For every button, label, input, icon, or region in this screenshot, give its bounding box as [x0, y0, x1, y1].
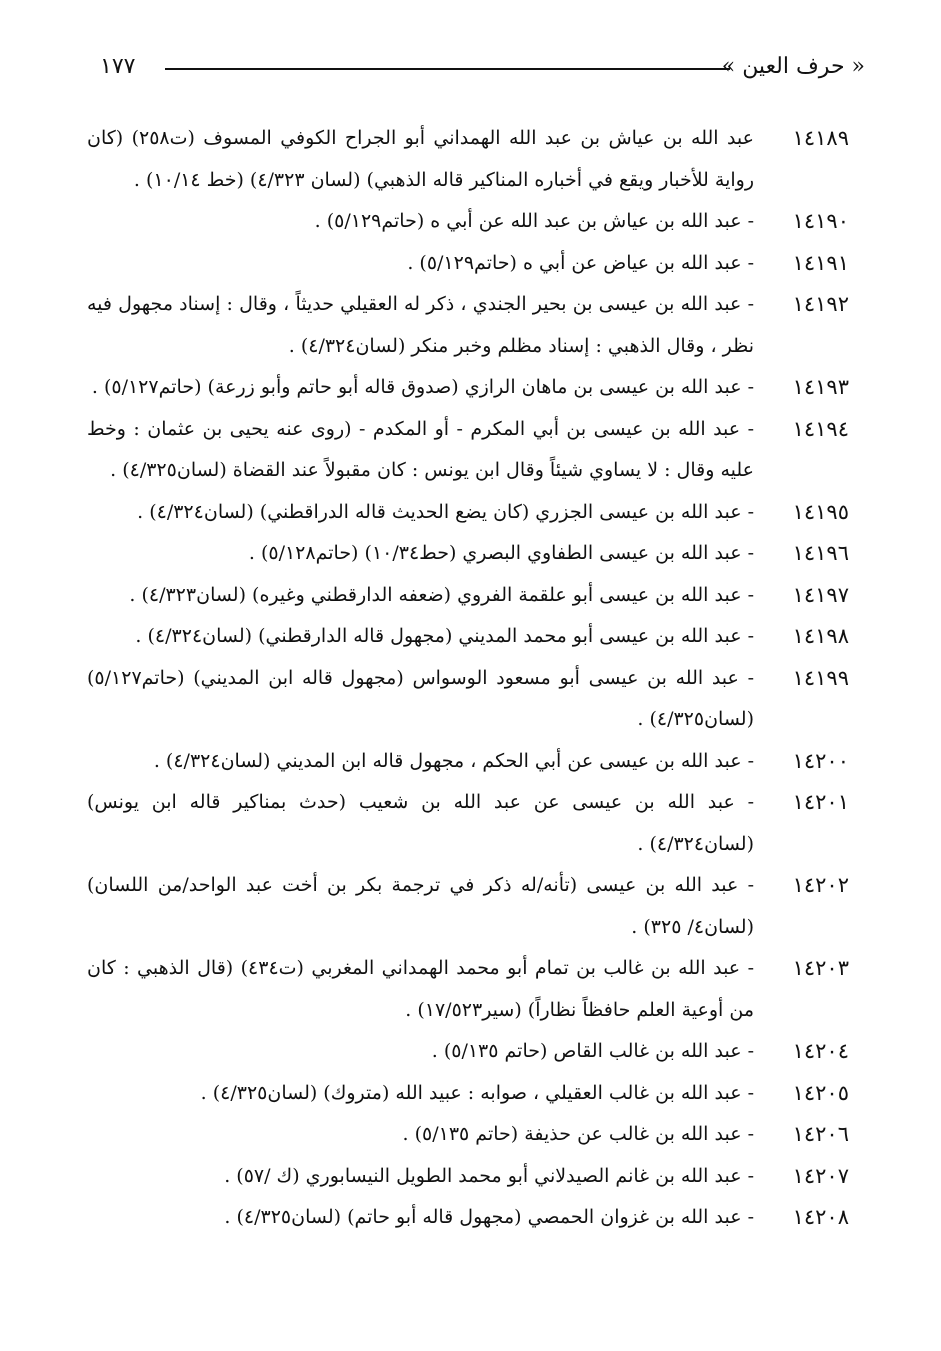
- entry: [87, 243, 849, 285]
- header-rule: [165, 68, 730, 70]
- entry-number: ١٤٢٠٠: [792, 748, 849, 773]
- entry: [87, 1197, 849, 1239]
- entry-text: - عبد الله بن عياش بن عبد الله عن أبي ه (حاتم٥/١٢٩) .: [314, 210, 754, 232]
- entry-number: ١٤١٨٩: [792, 126, 849, 150]
- entry-number: ١٤١٩٧: [792, 582, 849, 607]
- entry: [87, 1073, 849, 1115]
- entry: [87, 201, 849, 243]
- entry-text: - عبد الله بن عيسى بن ماهان الرازي (صدوق قاله أبو حاتم وأبو زرعة) (حاتم٥/١٢٧) .: [91, 376, 754, 398]
- entry-text: - عبد الله بن غزوان الحمصي (مجهول قاله أبو حاتم) (لسان٤/٣٢٥) .: [224, 1206, 754, 1228]
- entry-number: ١٤١٩٤: [792, 416, 849, 441]
- entry: [87, 948, 849, 1031]
- entry: [87, 782, 849, 865]
- entry-text: - عبد الله بن عيسى عن عبد الله بن شعيب (حدث بمناكير قاله ابن يونس) (لسان٤/٣٢٤) .: [87, 791, 754, 855]
- page-number: ١٧٧: [100, 54, 136, 79]
- entry-number: ١٤١٩٠: [792, 209, 849, 233]
- entry-number: ١٤٢٠٨: [792, 1205, 849, 1229]
- entry-text: - عبد الله بن غالب عن حذيفة (حاتم ٥/١٣٥) .: [402, 1123, 754, 1145]
- entry-number: ١٤١٩٢: [792, 292, 849, 316]
- entry: [87, 284, 849, 367]
- entry: [87, 367, 849, 409]
- entry-text: - عبد الله بن عيسى (تأنه/له ذكر في ترجمة بكر بن أخت عبد الواحد/من اللسان) (لسان٤/ ٣٢٥) .: [87, 874, 754, 938]
- entry-text: - عبد الله بن عيسى أبو علقمة الفروي (ضعفه الدارقطني وغيره) (لسان٤/٣٢٣) .: [129, 583, 754, 606]
- entry: [87, 492, 849, 534]
- entry: [87, 575, 849, 617]
- entry-number: ١٤٢٠٣: [792, 956, 849, 980]
- entry-text: - عبد الله بن عيسى الطفاوي البصري (حط١٠/٣٤) (حاتم٥/١٢٨) .: [248, 542, 754, 564]
- entry-text: - عبد الله بن عيسى أبو مسعود الوسواس (مجهول قاله ابن المديني) (حاتم٥/١٢٧) (لسان٤/٣٢٥) .: [87, 666, 754, 730]
- entry-number: ١٤٢٠٧: [792, 1163, 849, 1188]
- entry: [87, 658, 849, 741]
- page-title: « حرف العين »: [721, 54, 865, 79]
- entry-number: ١٤٢٠٢: [792, 873, 849, 897]
- entry-text: - عبد الله بن عيسى الجزري (كان يضع الحديث قاله الدراقطني) (لسان٤/٣٢٤) .: [137, 500, 754, 523]
- entry-text: - عبد الله بن عيسى عن أبي الحكم ، مجهول قاله ابن المديني (لسان٤/٣٢٤) .: [153, 749, 754, 772]
- entry-number: ١٤١٩٨: [792, 624, 849, 648]
- entry-text: - عبد الله بن عياض عن أبي ه (حاتم٥/١٢٩) .: [407, 251, 754, 274]
- entry-number: ١٤٢٠٥: [792, 1080, 849, 1105]
- entry: [87, 409, 849, 492]
- entry-text: - عبد الله بن غالب القاص (حاتم ٥/١٣٥) .: [431, 1040, 754, 1062]
- entry-number: ١٤١٩٥: [792, 499, 849, 524]
- entry: [87, 1156, 849, 1198]
- entry-number: ١٤١٩٣: [792, 375, 849, 399]
- entry-number: ١٤١٩٦: [792, 541, 849, 565]
- entry: [87, 1031, 849, 1073]
- entry-text: - عبد الله بن غانم الصيدلاني أبو محمد الطويل النيسابوري (ك /٥٧) .: [224, 1164, 754, 1187]
- entry: [87, 741, 849, 783]
- entry: [87, 1114, 849, 1156]
- entry-text: عبد الله بن عياش بن عبد الله الهمداني أبو الجراح الكوفي المسوف (ت٢٥٨) (كان رواية للأخبار ويقع في أخباره المناكير قاله الذهبي) (لسان ٤/٣٢٣) (خط ١٠/١٤) .: [87, 127, 754, 191]
- entry-text: - عبد الله بن عيسى بن أبي المكرم - أو المكدم - (روى عنه يحيى بن عثمان : وخط عليه وقال : لا يساوي شيئاً وقال ابن يونس : كان مقبولاً عند القضاة (لسان٤/٣٢٥) .: [87, 417, 754, 481]
- entry-text: - عبد الله بن عيسى بن بحير الجندي ، ذكر له العقيلي حديثاً ، وقال : إسناد مجهول فيه نظر ، وقال الذهبي : إسناد مظلم وخبر منكر (لسان٤/٣٢٤) .: [87, 293, 754, 357]
- entry: [87, 118, 849, 201]
- entry-number: ١٤٢٠٤: [792, 1039, 849, 1063]
- entry: [87, 533, 849, 575]
- page-header: [100, 52, 865, 92]
- entry-number: ١٤٢٠١: [792, 790, 849, 814]
- entry: [87, 616, 849, 658]
- entry-number: ١٤٢٠٦: [792, 1122, 849, 1146]
- entry: [87, 865, 849, 948]
- entry-number: ١٤١٩١: [792, 250, 849, 275]
- entry-text: - عبد الله بن غالب العقيلي ، صوابه : عبيد الله (متروك) (لسان٤/٣٢٥) .: [200, 1081, 754, 1104]
- entries-list: [87, 118, 849, 1239]
- entry-text: - عبد الله بن عيسى أبو محمد المديني (مجهول قاله الدارقطني) (لسان٤/٣٢٤) .: [135, 625, 754, 647]
- entry-number: ١٤١٩٩: [792, 665, 849, 690]
- entry-text: - عبد الله بن غالب بن تمام أبو محمد الهمداني المغربي (ت٤٣٤) (قال الذهبي : كان من أوعية العلم حافظاً نظاراً) (سير١٧/٥٢٣) .: [87, 957, 754, 1021]
